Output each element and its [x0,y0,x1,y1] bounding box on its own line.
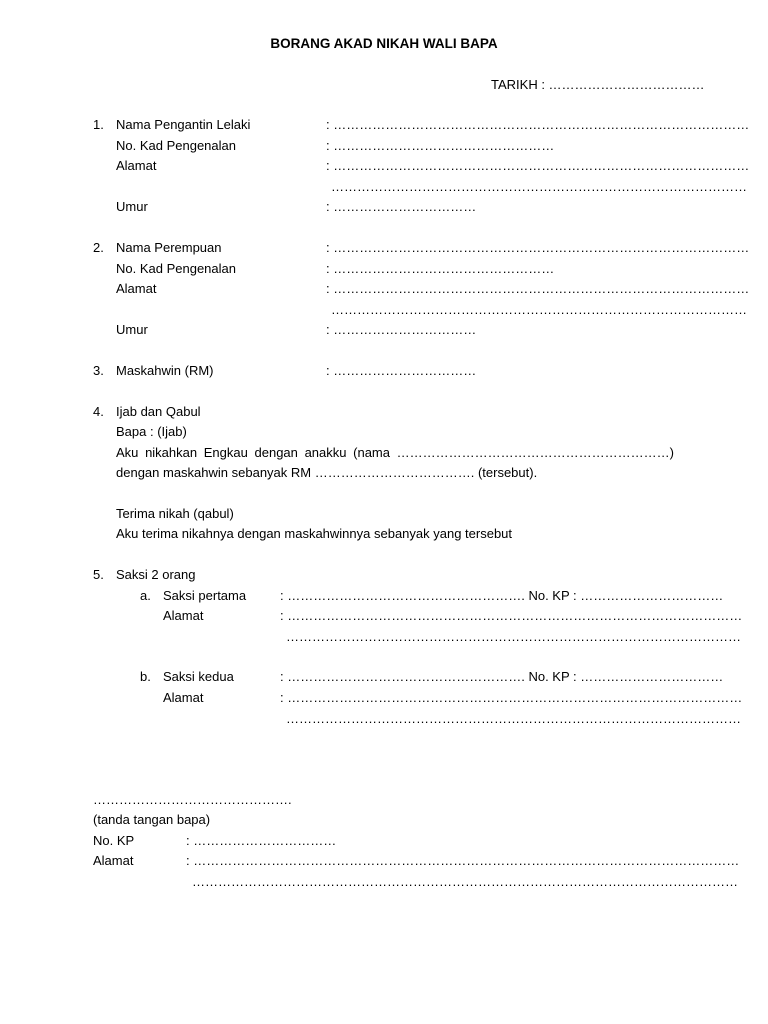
witness-b-field[interactable]: : ………………………………………………. No. KP : …………………………… [280,669,724,684]
form-title: BORANG AKAD NIKAH WALI BAPA [270,36,498,51]
witness-a-letter: a. [140,588,151,603]
ijab-word: Engkau [203,445,248,460]
section-3-number: 3. [93,363,104,378]
bride-ic-label: No. Kad Pengenalan [116,261,236,276]
section-4-number: 4. [93,404,104,419]
witness-a-field[interactable]: : ………………………………………………. No. KP : …………………………… [280,588,724,603]
groom-address-field-2[interactable]: …………………………………………………………………………………… [331,179,747,194]
bride-name-field[interactable]: : …………………………………………………………………………………… [326,240,750,255]
bride-address-label: Alamat [116,281,157,296]
ijab-word: (nama [353,445,390,460]
section-2-number: 2. [93,240,104,255]
section-5-number: 5. [93,567,104,582]
groom-name-field[interactable]: : …………………………………………………………………………………… [326,117,750,132]
groom-age-field[interactable]: : …………………………… [326,199,477,214]
ijab-word: anakku [304,445,347,460]
groom-ic-label: No. Kad Pengenalan [116,138,236,153]
bride-name-label: Nama Perempuan [116,240,222,255]
ijab-qabul-heading: Ijab dan Qabul [116,404,201,419]
tarikh-field[interactable]: TARIKH : ……………………………… [491,77,705,92]
ijab-text-line-2[interactable]: dengan maskahwin sebanyak RM ………………………………. (tersebut). [116,465,538,480]
witness-b-address-field-1[interactable]: : …………………………………………………………………………………………… [280,690,743,705]
dowry-field[interactable]: : …………………………… [326,363,477,378]
ijab-text-line-1 [116,445,674,461]
qabul-heading: Terima nikah (qabul) [116,506,234,521]
father-address-field-1[interactable]: : ……………………………………………………………………………………………………………… [186,853,740,868]
witness-a-address-label: Alamat [163,608,204,623]
groom-address-label: Alamat [116,158,157,173]
witness-a-address-field-2[interactable]: …………………………………………………………………………………………… [286,629,741,644]
ijab-word: Aku [116,445,139,460]
witness-b-address-label: Alamat [163,690,204,705]
section-1-number: 1. [93,117,104,132]
father-address-field-2[interactable]: ……………………………………………………………………………………………………………… [192,874,738,889]
bride-address-field-2[interactable]: …………………………………………………………………………………… [331,302,747,317]
witness-b-address-field-2[interactable]: …………………………………………………………………………………………… [286,711,741,726]
groom-address-field-1[interactable]: : …………………………………………………………………………………… [326,158,750,173]
bride-ic-field[interactable]: : …………………………………………… [326,261,555,276]
witness-a-label: Saksi pertama [163,588,247,603]
bride-address-field-1[interactable]: : …………………………………………………………………………………… [326,281,750,296]
bride-age-field[interactable]: : …………………………… [326,322,477,337]
father-ic-field[interactable]: : …………………………… [186,833,337,848]
qabul-text: Aku terima nikahnya dengan maskahwinnya sebanyak yang tersebut [116,526,513,541]
bapa-ijab-label: Bapa : (Ijab) [116,424,187,439]
witness-b-label: Saksi kedua [163,669,234,684]
witness-a-address-field-1[interactable]: : …………………………………………………………………………………………… [280,608,743,623]
signature-line[interactable]: ………………………………………. [93,792,292,807]
ijab-word: dengan [254,445,298,460]
groom-ic-field[interactable]: : …………………………………………… [326,138,555,153]
dowry-label: Maskahwin (RM) [116,363,214,378]
ijab-word: nikahkan [145,445,198,460]
father-address-label: Alamat [93,853,134,868]
signature-caption: (tanda tangan bapa) [93,812,211,827]
witness-heading: Saksi 2 orang [116,567,196,582]
groom-age-label: Umur [116,199,148,214]
groom-name-label: Nama Pengantin Lelaki [116,117,251,132]
bride-age-label: Umur [116,322,148,337]
ijab-name-blank[interactable]: ………………………………………………………) [396,445,674,460]
witness-b-letter: b. [140,669,151,684]
father-ic-label: No. KP [93,833,135,848]
